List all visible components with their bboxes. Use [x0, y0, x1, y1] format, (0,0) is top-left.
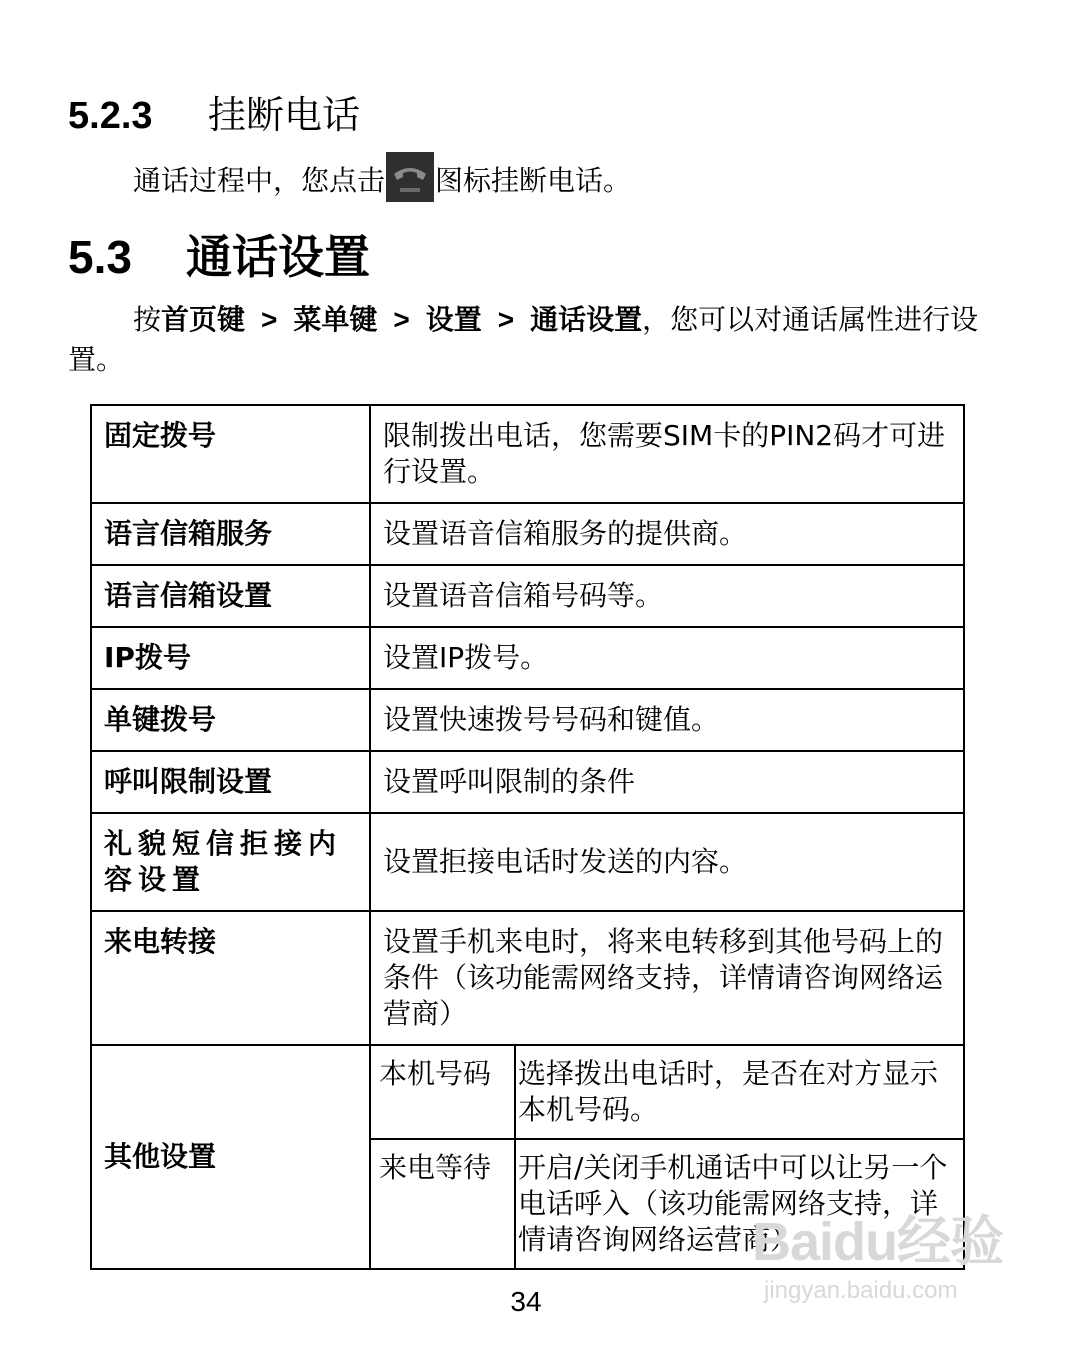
baidu-jingyan-watermark — [752, 1210, 1012, 1330]
setting-name: 其他设置 — [91, 1045, 370, 1269]
section-title: 挂断电话 — [208, 93, 361, 137]
path-home-key: 首页键 — [161, 303, 246, 336]
table-row — [91, 627, 964, 689]
setting-description: 设置呼叫限制的条件 — [370, 751, 964, 813]
table-row — [91, 911, 964, 1045]
section-title: 通话设置 — [186, 230, 370, 284]
setting-name: 单键拨号 — [91, 689, 370, 751]
path-settings: 设置 — [425, 303, 482, 336]
table-row — [91, 813, 964, 911]
hangup-instruction — [133, 152, 631, 203]
table-row — [91, 1045, 964, 1139]
setting-name: 来电转接 — [91, 911, 370, 1045]
setting-name: 礼貌短信拒接内容设置 — [91, 813, 370, 911]
setting-description: 设置快速拨号号码和键值。 — [370, 689, 964, 751]
section-number: 5.3 — [68, 231, 132, 283]
sub-setting-name: 本机号码 — [370, 1045, 515, 1139]
call-settings-table — [90, 404, 965, 1270]
setting-description: 设置语音信箱号码等。 — [370, 565, 964, 627]
setting-description: 设置拒接电话时发送的内容。 — [370, 813, 964, 911]
setting-name: IP拨号 — [91, 627, 370, 689]
setting-name: 固定拨号 — [91, 405, 370, 503]
intro-prefix: 按 — [133, 303, 162, 336]
setting-description: 设置语音信箱服务的提供商。 — [370, 503, 964, 565]
section-heading-5-3 — [68, 226, 370, 288]
path-separator: > — [261, 304, 278, 335]
setting-name: 语言信箱服务 — [91, 503, 370, 565]
table-row — [91, 751, 964, 813]
sub-setting-name: 来电等待 — [370, 1139, 515, 1269]
table-row — [91, 689, 964, 751]
path-menu-key: 菜单键 — [293, 303, 378, 336]
setting-name: 呼叫限制设置 — [91, 751, 370, 813]
sub-setting-description: 选择拨出电话时，是否在对方显示本机号码。 — [515, 1045, 964, 1139]
table-row — [91, 405, 964, 503]
setting-description: 设置手机来电时，将来电转移到其他号码上的条件（该功能需网络支持，详情请咨询网络运营商） — [370, 911, 964, 1045]
call-settings-intro — [68, 300, 998, 380]
page-number: 34 — [510, 1286, 542, 1317]
path-separator: > — [393, 304, 410, 335]
setting-description: 设置IP拨号。 — [370, 627, 964, 689]
setting-description: 限制拨出电话，您需要SIM卡的PIN2码才可进行设置。 — [370, 405, 964, 503]
section-heading-5-2-3 — [68, 90, 360, 141]
instruction-text-before: 通话过程中，您点击 — [133, 164, 386, 197]
watermark-logo: Baidu经验 — [752, 1212, 1004, 1272]
section-number: 5.2.3 — [68, 95, 153, 137]
path-call-settings: 通话设置 — [530, 303, 643, 336]
sub-setting-description: 开启/关闭手机通话中可以让另一个电话呼入（该功能需网络支持，详情请咨询网络运营商） — [515, 1139, 964, 1269]
setting-name: 语言信箱设置 — [91, 565, 370, 627]
watermark-url: jingyan.baidu.com — [764, 1277, 958, 1304]
table-row — [91, 503, 964, 565]
intro-suffix: ，您可以对通话属性进行设置。 — [68, 303, 979, 376]
path-separator: > — [497, 304, 515, 335]
hangup-phone-icon — [386, 152, 434, 202]
instruction-text-after: 图标挂断电话。 — [435, 164, 632, 197]
table-row — [91, 565, 964, 627]
